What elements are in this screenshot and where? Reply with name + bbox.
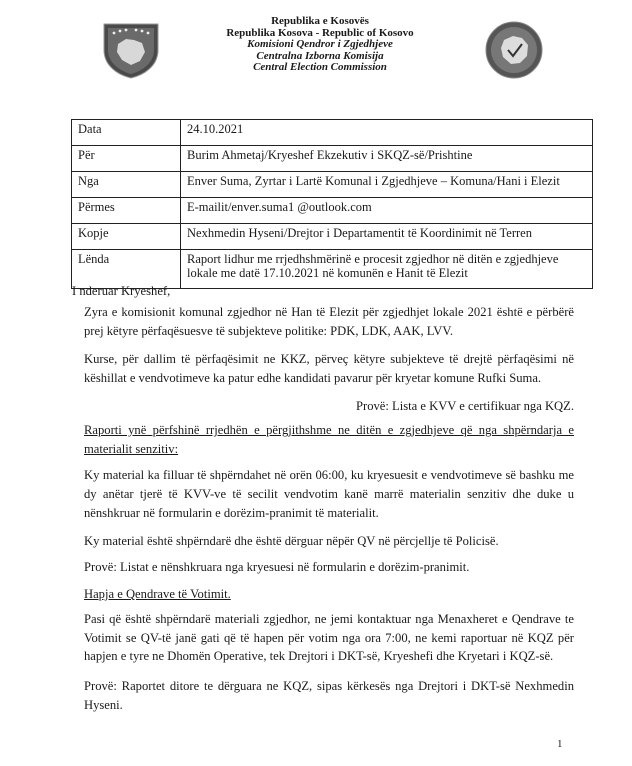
meta-value: Enver Suma, Zyrtar i Lartë Komunal i Zgjedhjeve – Komuna/Hani i Elezit	[181, 172, 593, 198]
meta-value: 24.10.2021	[181, 120, 593, 146]
header-line-4: Centralna Izborna Komisija	[256, 49, 384, 62]
letterhead	[190, 16, 450, 74]
greeting: I nderuar Kryeshef,	[72, 284, 171, 298]
page-number: 1	[557, 738, 563, 750]
meta-key: Përmes	[72, 198, 181, 224]
meta-key: Nga	[72, 172, 181, 198]
meta-value: Burim Ahmetaj/Kryeshef Ekzekutiv i SKQZ-së/Prishtine	[181, 146, 593, 172]
paragraph-proof: Provë: Raportet ditore te dërguara ne KQZ, sipas kërkesës nga Drejtori i DKT-së Nexhmedin Hyseni.	[84, 679, 574, 712]
paragraph-proof: Provë: Lista e KVV e certifikuar nga KQZ.	[356, 399, 574, 413]
header-line-1: Republika e Kosovës	[271, 15, 369, 27]
paragraph: Zyra e komisionit komunal zgjedhor në Han të Elezit për zgjedhjet lokale 2021 është e përbërë prej këtyre përfaqësuesve të subjekteve politike: PDK, LDK, AAK, LVV.	[84, 305, 574, 338]
meta-value: E-mailit/enver.suma1 @outlook.com	[181, 198, 593, 224]
paragraph: Pasi që është shpërndarë materiali zgjedhor, ne jemi kontaktuar nga Menaxheret e Qendrave te Votimit se QV-të janë gati që të hapen për votim nga ora 7:00, ne kemi raportuar në KQZ për hapjen e tyre ne Dhomën Operative, tek Drejtori i DKT-së, Kryeshefi dhe Kryetari i KQZ-së.	[84, 612, 574, 663]
section-heading: Raporti ynë përfshinë rrjedhën e përgjithshme ne ditën e zgjedhjeve që nga shpërndarja e materialit senzitiv:	[84, 423, 574, 456]
header-line-3: Komisioni Qendror i Zgjedhjeve	[247, 38, 393, 50]
meta-key: Lënda	[72, 250, 181, 289]
meta-key: Kopje	[72, 224, 181, 250]
meta-value: Raport lidhur me rrjedhshmërinë e procesit zgjedhor në ditën e zgjedhjeve lokale me datë 17.10.2021 në komunën e Hanit të Elezit	[181, 250, 593, 289]
table-row	[72, 172, 593, 198]
table-row	[72, 146, 593, 172]
meta-key: Data	[72, 120, 181, 146]
header-line-5: Central Election Commission	[253, 61, 387, 73]
memo-header-table	[71, 119, 593, 289]
paragraph: Kurse, për dallim të përfaqësimit ne KKZ, përveç këtyre subjekteve të drejtë përfaqësimi në këshillat e vendvotimeve ka patur edhe kandidati pavarur për kryetar komune Rufki Suma.	[84, 352, 574, 385]
section-heading: Hapja e Qendrave të Votimit.	[84, 587, 231, 601]
meta-value: Nexhmedin Hyseni/Drejtor i Departamentit të Koordinimit në Terren	[181, 224, 593, 250]
meta-key: Për	[72, 146, 181, 172]
paragraph: Ky material ka filluar të shpërndahet në orën 06:00, ku kryesuesit e vendvotimeve së bashku me dy anëtar tjerë të KVV-ve të secilit vendvotim kanë marrë materialin senzitiv dhe duke u nënshkruar në formularin e dorëzim-pranimit të materialit.	[84, 468, 574, 520]
paragraph: Ky material është shpërndarë dhe është dërguar nëpër QV në përcjellje të Policisë.	[84, 534, 499, 548]
table-row	[72, 120, 593, 146]
paragraph-proof: Provë: Listat e nënshkruara nga kryesuesi në formularin e dorëzim-pranimit.	[84, 560, 470, 574]
table-row	[72, 198, 593, 224]
kosovo-coat-of-arms-icon	[100, 20, 162, 80]
cec-seal-icon	[484, 20, 544, 80]
table-row	[72, 224, 593, 250]
header-line-2: Republika Kosova - Republic of Kosovo	[226, 26, 414, 39]
